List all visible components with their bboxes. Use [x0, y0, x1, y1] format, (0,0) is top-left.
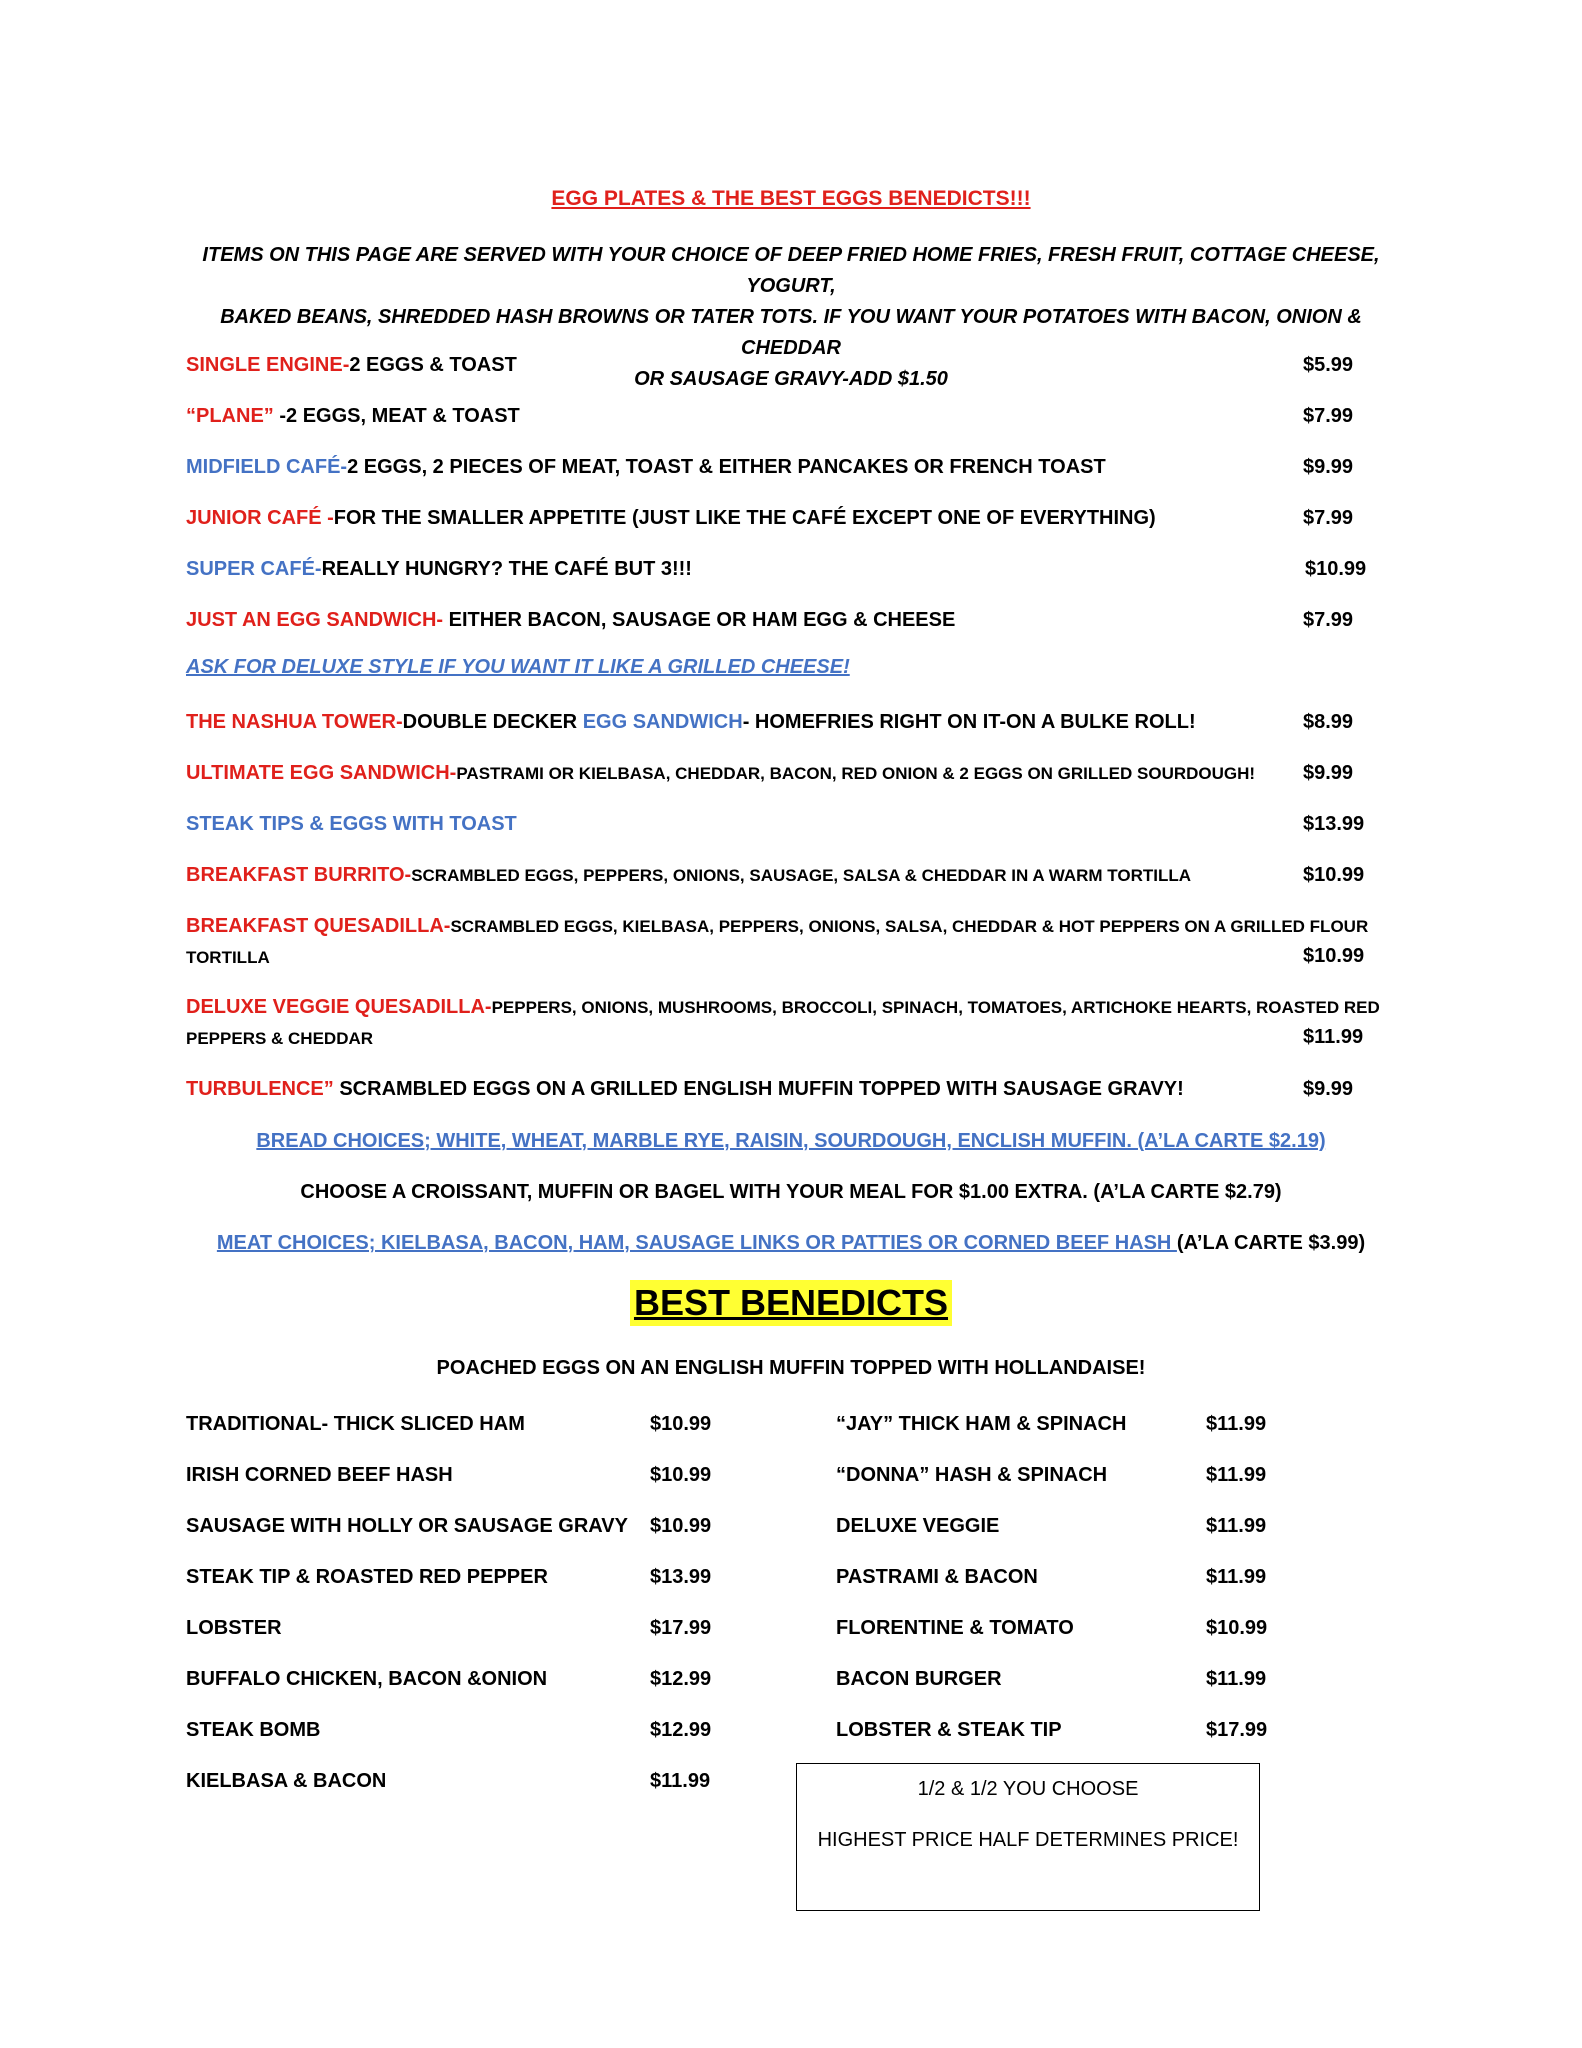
meat-choices-list: MEAT CHOICES; KIELBASA, BACON, HAM, SAUSAGE LINKS OR PATTIES OR CORNED BEEF HASH — [216, 1232, 1177, 1254]
benedict-price: $11.99 — [650, 1770, 711, 1792]
menu-item — [186, 758, 1386, 789]
item-price: $9.99 — [1303, 762, 1354, 784]
item-desc: PEPPERS, ONIONS, MUSHROOMS, BROCCOLI, SPINACH, TOMATOES, ARTICHOKE HEARTS, ROASTED RED — [491, 998, 1380, 1017]
meat-choices-price: (A’LA CARTE $3.99) — [1176, 1232, 1366, 1254]
benedict-price: $11.99 — [1206, 1515, 1267, 1537]
menu-item — [186, 350, 1386, 380]
menu-item — [186, 707, 1386, 737]
item-desc: 2 EGGS, 2 PIECES OF MEAT, TOAST & EITHER PANCAKES OR FRENCH TOAST — [347, 456, 1106, 478]
benedict-name: LOBSTER & STEAK TIP — [836, 1719, 1062, 1741]
item-desc: FOR THE SMALLER APPETITE (JUST LIKE THE CAFÉ EXCEPT ONE OF EVERYTHING) — [333, 507, 1156, 529]
menu-item — [186, 605, 1386, 635]
benedict-price: $10.99 — [650, 1515, 712, 1537]
item-desc: EITHER BACON, SAUSAGE OR HAM EGG & CHEESE — [443, 609, 956, 631]
benedict-price: $11.99 — [1206, 1566, 1267, 1588]
item-name: SINGLE ENGINE- — [186, 354, 350, 376]
item-name: MIDFIELD CAFÉ- — [186, 456, 348, 478]
benedict-name: BUFFALO CHICKEN, BACON &ONION — [186, 1668, 548, 1690]
menu-item — [186, 401, 1386, 431]
menu-item — [186, 1074, 1386, 1104]
item-desc: -2 EGGS, MEAT & TOAST — [273, 405, 520, 427]
benedict-price: $17.99 — [650, 1617, 712, 1639]
menu-item — [186, 860, 1386, 891]
item-desc: SCRAMBLED EGGS, KIELBASA, PEPPERS, ONIONS, SALSA, CHEDDAR & HOT PEPPERS ON A GRILLED FLOUR — [450, 917, 1369, 936]
item-price: $9.99 — [1303, 1078, 1354, 1100]
item-price: $5.99 — [1303, 354, 1354, 376]
item-name: TURBULENCE” — [186, 1078, 334, 1100]
benedict-name: FLORENTINE & TOMATO — [836, 1617, 1074, 1639]
item-price: $10.99 — [1303, 864, 1365, 886]
menu-item — [186, 452, 1386, 482]
item-name: SUPER CAFÉ- — [186, 558, 322, 580]
half-and-half-box — [796, 1763, 1260, 1911]
benedict-price: $11.99 — [1206, 1464, 1267, 1486]
menu-item — [186, 809, 1386, 839]
benedict-price: $10.99 — [650, 1413, 712, 1435]
item-desc: SCRAMBLED EGGS, PEPPERS, ONIONS, SAUSAGE, SALSA & CHEDDAR IN A WARM TORTILLA — [411, 866, 1192, 885]
deluxe-note: ASK FOR DELUXE STYLE IF YOU WANT IT LIKE A GRILLED CHEESE! — [186, 656, 850, 678]
benedict-name: “JAY” THICK HAM & SPINACH — [836, 1413, 1127, 1435]
benedict-price: $12.99 — [650, 1668, 712, 1690]
item-desc: 2 EGGS & TOAST — [349, 354, 517, 376]
item-desc: SCRAMBLED EGGS ON A GRILLED ENGLISH MUFFIN TOPPED WITH SAUSAGE GRAVY! — [333, 1078, 1184, 1100]
box-line: 1/2 & 1/2 YOU CHOOSE — [917, 1778, 1139, 1800]
box-line: HIGHEST PRICE HALF DETERMINES PRICE! — [817, 1829, 1239, 1851]
page-title: EGG PLATES & THE BEST EGGS BENEDICTS!!! — [551, 187, 1031, 210]
benedict-name: DELUXE VEGGIE — [836, 1515, 1000, 1537]
benedict-price: $17.99 — [1206, 1719, 1268, 1741]
benedict-price: $12.99 — [650, 1719, 712, 1741]
item-name: ULTIMATE EGG SANDWICH- — [186, 762, 457, 784]
item-desc-highlight: EGG SANDWICH — [582, 711, 743, 733]
menu-item — [186, 911, 1386, 973]
item-desc: TORTILLA — [186, 948, 270, 967]
benedicts-heading-wrap — [0, 1280, 1582, 1326]
menu-item — [186, 554, 1386, 584]
benedict-price: $13.99 — [650, 1566, 712, 1588]
item-price: $9.99 — [1303, 456, 1354, 478]
item-price: $11.99 — [1303, 1026, 1364, 1048]
benedict-price: $10.99 — [1206, 1617, 1268, 1639]
benedict-name: STEAK BOMB — [186, 1719, 321, 1741]
benedict-name: LOBSTER — [186, 1617, 282, 1639]
benedict-name: SAUSAGE WITH HOLLY OR SAUSAGE GRAVY — [186, 1515, 628, 1537]
benedict-name: STEAK TIP & ROASTED RED PEPPER — [186, 1566, 548, 1588]
benedict-price: $11.99 — [1206, 1668, 1267, 1690]
item-name: JUNIOR CAFÉ - — [186, 507, 334, 529]
item-name: DELUXE VEGGIE QUESADILLA- — [186, 996, 492, 1018]
item-price: $7.99 — [1303, 507, 1354, 529]
benedict-name: PASTRAMI & BACON — [836, 1566, 1038, 1588]
menu-item — [186, 992, 1386, 1054]
meat-choices — [0, 1232, 1582, 1255]
item-price: $7.99 — [1303, 609, 1354, 631]
item-price: $7.99 — [1303, 405, 1354, 427]
benedict-name: KIELBASA & BACON — [186, 1770, 387, 1792]
item-price: $10.99 — [1303, 945, 1365, 967]
item-desc: REALLY HUNGRY? THE CAFÉ BUT 3!!! — [321, 558, 692, 580]
benedict-name: TRADITIONAL- THICK SLICED HAM — [186, 1413, 525, 1435]
benedict-name: BACON BURGER — [836, 1668, 1002, 1690]
item-name: BREAKFAST QUESADILLA- — [186, 915, 451, 937]
bread-choices: BREAD CHOICES; WHITE, WHEAT, MARBLE RYE, RAISIN, SOURDOUGH, ENCLISH MUFFIN. (A’LA CARTE $2.19) — [256, 1130, 1326, 1152]
benedicts-subtitle: POACHED EGGS ON AN ENGLISH MUFFIN TOPPED WITH HOLLANDAISE! — [436, 1357, 1146, 1379]
item-desc: PASTRAMI OR KIELBASA, CHEDDAR, BACON, RED ONION & 2 EGGS ON GRILLED SOURDOUGH! — [456, 764, 1256, 783]
intro-line: OR SAUSAGE GRAVY-ADD $1.50 — [634, 368, 948, 390]
benedict-name: “DONNA” HASH & SPINACH — [836, 1464, 1108, 1486]
item-name: JUST AN EGG SANDWICH- — [186, 609, 444, 631]
croissant-note: CHOOSE A CROISSANT, MUFFIN OR BAGEL WITH YOUR MEAL FOR $1.00 EXTRA. (A’LA CARTE $2.79) — [300, 1181, 1282, 1203]
benedict-price: $11.99 — [1206, 1413, 1267, 1435]
item-price: $8.99 — [1303, 711, 1354, 733]
item-price: $10.99 — [1305, 558, 1367, 580]
item-name: “PLANE” — [186, 405, 274, 427]
benedict-price: $10.99 — [650, 1464, 712, 1486]
intro-line: ITEMS ON THIS PAGE ARE SERVED WITH YOUR CHOICE OF DEEP FRIED HOME FRIES, FRESH FRUIT, COTTAGE CHEESE, YOGURT, — [202, 244, 1380, 297]
item-desc: PEPPERS & CHEDDAR — [186, 1029, 374, 1048]
item-name: THE NASHUA TOWER- — [186, 711, 403, 733]
item-price: $13.99 — [1303, 813, 1365, 835]
item-name: STEAK TIPS & EGGS WITH TOAST — [186, 813, 517, 835]
benedicts-heading: BEST BENEDICTS — [630, 1280, 952, 1326]
intro-line: BAKED BEANS, SHREDDED HASH BROWNS OR TATER TOTS. IF YOU WANT YOUR POTATOES WITH BACON, ONION & CHEDDAR — [220, 306, 1362, 359]
item-desc: DOUBLE DECKER — [402, 711, 583, 733]
menu-item — [186, 503, 1386, 533]
benedict-name: IRISH CORNED BEEF HASH — [186, 1464, 453, 1486]
item-desc: - HOMEFRIES RIGHT ON IT-ON A BULKE ROLL! — [742, 711, 1196, 733]
item-name: BREAKFAST BURRITO- — [186, 864, 412, 886]
